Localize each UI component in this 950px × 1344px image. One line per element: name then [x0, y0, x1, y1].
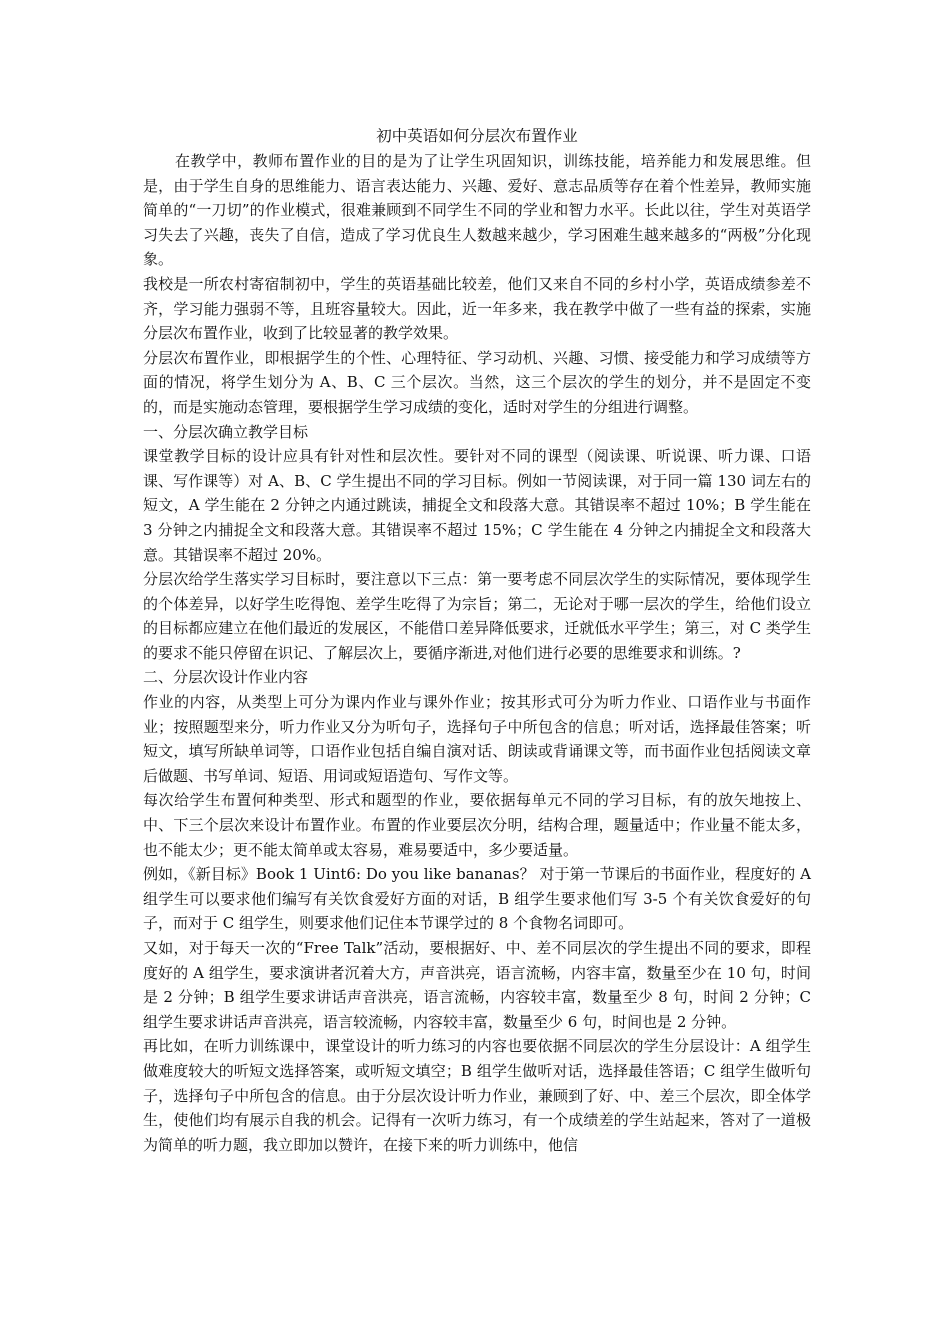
paragraph-school-background: 我校是一所农村寄宿制初中，学生的英语基础比较差，他们又来自不同的乡村小学，英语成绩参差不齐，学习能力强弱不等，且班容量较大。因此，近一年多来，我在教学中做了一些有益的探索，实施分层次布置作业，收到了比较显著的教学效果。 — [143, 274, 811, 343]
paragraph-homework-principles: 每次给学生布置何种类型、形式和题型的作业，要依据每单元不同的学习目标，有的放矢地按上、中、下三个层次来设计布置作业。布置的作业要层次分明，结构合理，题量适中；作业量不能太多，也不能太少；更不能太简单或太容易，难易要适中，多少要适量。 — [143, 791, 811, 859]
paragraph-layering-definition: 分层次布置作业，即根据学生的个性、心理特征、学习动机、兴趣、习惯、接受能力和学习成绩等方面的情况，将学生划分为 A、B、C 三个层次。当然，这三个层次的学生的划分，并不是固定不变的，而是实施动态管理，要根据学生学习成绩的变化，适时对学生的分组进行调整。 — [143, 348, 811, 416]
paragraph-example-free-talk: 又如，对于每天一次的“Free Talk”活动，要根据好、中、差不同层次的学生提出不同的要求，即程度好的 A 组学生，要求演讲者沉着大方，声音洪亮，语言流畅，内容丰富，数量至少在 10 句，时间是 2 分钟；B 组学生要求讲话声音洪亮，语言流畅，内容较丰富，数量至少 8 句，时间 2 分钟；C 组学生要求讲话声音洪亮，语言较流畅，内容较丰富，数量至少 6 句，时间也是 2 分钟。 — [143, 939, 811, 1031]
paragraph-homework-content: 作业的内容，从类型上可分为课内作业与课外作业；按其形式可分为听力作业、口语作业与书面作业；按照题型来分，听力作业又分为听句子，选择句子中所包含的信息；听对话，选择最佳答案；听短文，填写所缺单词等，口语作业包括自编自演对话、朗读或背诵课文等，而书面作业包括阅读文章后做题、书写单词、短语、用词或短语造句、写作文等。 — [143, 693, 811, 785]
paragraph-example-listening: 再比如，在听力训练课中，课堂设计的听力练习的内容也要依据不同层次的学生分层设计：A 组学生做难度较大的听短文选择答案，或听短文填空；B 组学生做听对话，选择最佳答语；C 组学生做听句子，选择句子中所包含的信息。由于分层次设计听力作业，兼顾到了好、中、差三个层次，即全体学生，使他们均有展示自我的机会。记得有一次听力练习，有一个成绩差的学生站起来，答对了一道极为简单的听力题，我立即加以赞许，在接下来的听力训练中，他信 — [143, 1037, 811, 1154]
section-heading-goals: 一、分层次确立教学目标 — [143, 422, 309, 441]
paragraph-example-bananas: 例如，《新目标》Book 1 Uint6: Do you like bananas？ 对于第一节课后的书面作业，程度好的 A 组学生可以要求他们编写有关饮食爱好方面的对话，B 组学生要求他们写 3-5 个有关饮食爱好的句子，而对于 C 组学生，则要求他们记住本节课学过的 8 个食物名词即可。 — [143, 865, 811, 933]
paragraph-intro: 在教学中，教师布置作业的目的是为了让学生巩固知识，训练技能，培养能力和发展思维。但是，由于学生自身的思维能力、语言表达能力、兴趣、爱好、意志品质等存在着个性差异，教师实施简单的“一刀切”的作业模式，很难兼顾到不同学生不同的学业和智力水平。长此以往，学生对英语学习失去了兴趣，丧失了自信，造成了学习优良生人数越来越少，学习困难生越来越多的“两极”分化现象。 — [143, 152, 811, 269]
document-page — [143, 124, 811, 1157]
section-heading-homework: 二、分层次设计作业内容 — [143, 668, 309, 687]
document-title: 初中英语如何分层次布置作业 — [376, 127, 578, 145]
paragraph-goal-points: 分层次给学生落实学习目标时，要注意以下三点：第一要考虑不同层次学生的实际情况，要体现学生的个体差异，以好学生吃得饱、差学生吃得了为宗旨；第二，无论对于哪一层次的学生，给他们设立的目标都应建立在他们最近的发展区，不能借口差异降低要求，迁就低水平学生；第三，对 C 类学生的要求不能只停留在识记、了解层次上，要循序渐进,对他们进行必要的思维要求和训练。? — [143, 570, 811, 662]
paragraph-goal-design: 课堂教学目标的设计应具有针对性和层次性。要针对不同的课型（阅读课、听说课、听力课、口语课、写作课等）对 A、B、C 学生提出不同的学习目标。例如一节阅读课，对于同一篇 130 词左右的短文，A 学生能在 2 分钟之内通过跳读，捕捉全文和段落大意。其错误率不超过 10%；B 学生能在 3 分钟之内捕捉全文和段落大意。其错误率不超过 15%；C 学生能在 4 分钟之内捕捉全文和段落大意。其错误率不超过 20%。 — [143, 447, 811, 564]
